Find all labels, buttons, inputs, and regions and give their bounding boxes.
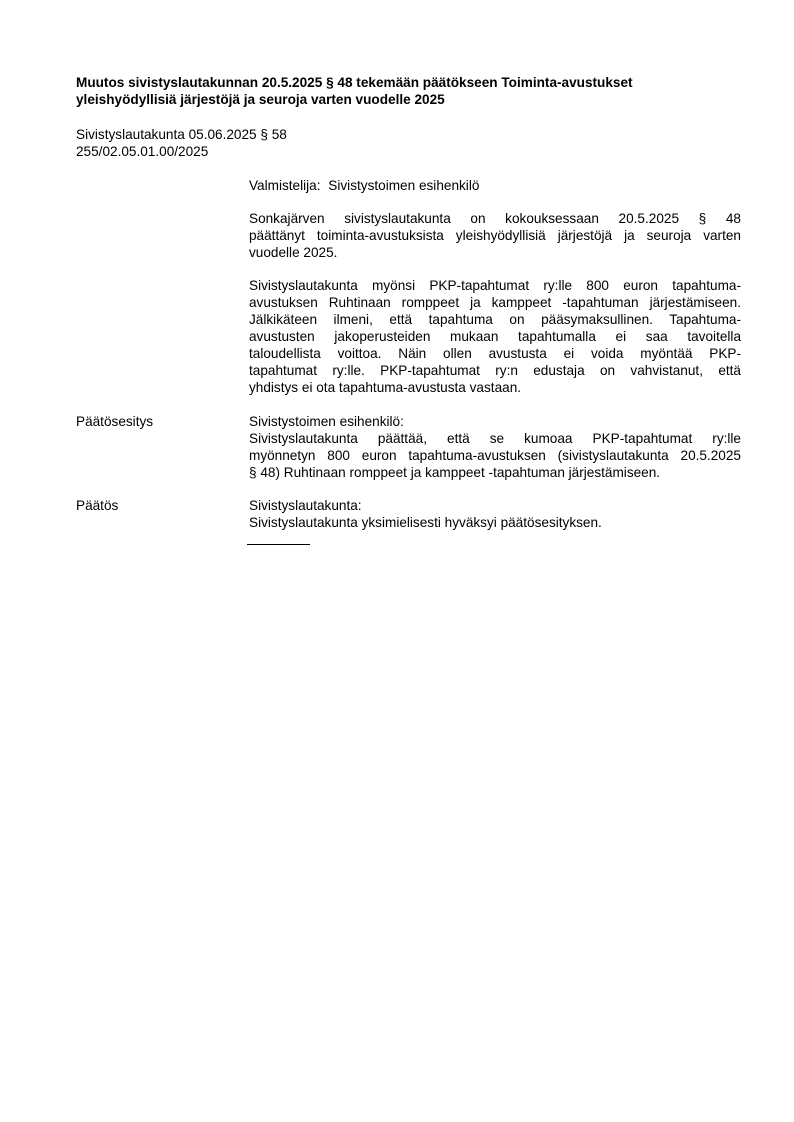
paragraph-line: päättänyt toiminta-avustuksista yleishyödyllisiä järjestöjä ja seuroja varten — [249, 228, 741, 243]
proposal-line: Sivistyslautakunta päättää, että se kumoaa PKP-tapahtumat ry:lle — [249, 431, 741, 446]
paragraph-line: avustusten jakoperusteiden mukaan tapahtumalla ei saa tavoitella — [249, 329, 741, 344]
paragraph-line: Sivistyslautakunta myönsi PKP-tapahtumat ry:lle 800 euron tapahtuma- — [249, 278, 741, 293]
paragraph-line: tapahtumat ry:lle. PKP-tapahtumat ry:n edustaja on vahvistanut, että — [249, 363, 741, 378]
preparer-line — [249, 177, 741, 194]
proposal-text — [249, 413, 741, 481]
preparer-value: Sivistystoimen esihenkilö — [328, 178, 480, 193]
paragraph-line: avustuksen Ruhtinaan romppeet ja kamppeet -tapahtuman järjestämiseen. — [249, 295, 741, 310]
meeting-reference: Sivistyslautakunta 05.06.2025 § 58 — [76, 127, 287, 142]
paragraph-line: yhdistys ei ota tapahtuma-avustusta vastaan. — [249, 380, 522, 395]
decision-body: Sivistyslautakunta: — [249, 498, 362, 513]
proposal-line: § 48) Ruhtinaan romppeet ja kamppeet -tapahtuman järjestämiseen. — [249, 465, 661, 480]
title-line: Muutos sivistyslautakunnan 20.5.2025 § 48 tekemään päätökseen Toiminta-avustukset — [76, 75, 633, 90]
decision-label: Päätös — [76, 498, 119, 513]
decision-text — [249, 497, 741, 531]
paragraph-line: taloudellista voittoa. Näin ollen avustusta ei voida myöntää PKP- — [249, 346, 741, 361]
proposal-label: Päätösesitys — [76, 414, 154, 429]
document-title — [76, 74, 736, 108]
paragraph-line: Jälkikäteen ilmeni, että tapahtuma on pääsymaksullinen. Tapahtuma- — [249, 312, 741, 327]
proposal-line: myönnetyn 800 euron tapahtuma-avustuksen (sivistyslautakunta 20.5.2025 — [249, 448, 741, 463]
preparer-label: Valmistelija: — [249, 178, 321, 193]
paragraph-line: Sonkajärven sivistyslautakunta on kokouksessaan 20.5.2025 § 48 — [249, 211, 741, 226]
decision-line: Sivistyslautakunta yksimielisesti hyväksyi päätösesityksen. — [249, 515, 602, 530]
record-number: 255/02.05.01.00/2025 — [76, 144, 209, 159]
closing-rule — [247, 544, 310, 545]
explanation-paragraph — [249, 277, 741, 396]
background-paragraph — [249, 210, 741, 261]
meeting-meta — [76, 126, 476, 160]
proposal-author: Sivistystoimen esihenkilö: — [249, 414, 404, 429]
paragraph-line: vuodelle 2025. — [249, 245, 338, 260]
title-line: yleishyödyllisiä järjestöjä ja seuroja varten vuodelle 2025 — [76, 92, 445, 107]
